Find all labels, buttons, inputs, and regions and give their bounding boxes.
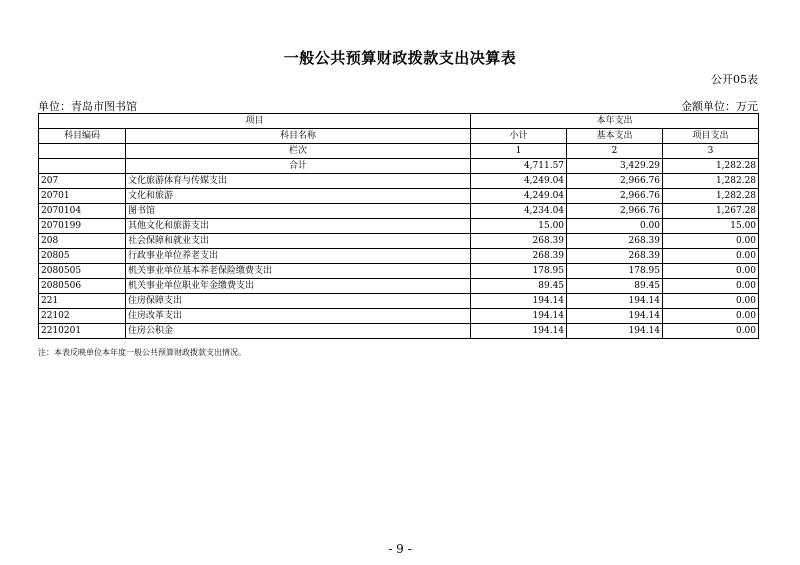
row-subtotal: 178.95 [471, 264, 567, 279]
row-project: 0.00 [663, 234, 759, 249]
row-name: 住房改革支出 [126, 309, 471, 324]
table-row [39, 189, 759, 204]
total-basic: 3,429.29 [567, 159, 663, 174]
report-title: 一般公共预算财政拨款支出决算表 [283, 49, 517, 67]
row-code: 20805 [39, 249, 126, 264]
row-code: 207 [39, 174, 126, 189]
row-code: 2080506 [39, 279, 126, 294]
header-subtotal: 小计 [471, 129, 567, 144]
row-name: 图书馆 [126, 204, 471, 219]
row-project: 1,267.28 [663, 204, 759, 219]
row-basic: 178.95 [567, 264, 663, 279]
row-basic: 0.00 [567, 219, 663, 234]
header-current-year: 本年支出 [471, 114, 759, 129]
header-row-2 [39, 129, 759, 144]
unit-label: 单位：青岛市图书馆 [38, 100, 137, 113]
row-name: 行政事业单位养老支出 [126, 249, 471, 264]
row-basic: 194.14 [567, 309, 663, 324]
row-code: 20701 [39, 189, 126, 204]
row-code: 2070199 [39, 219, 126, 234]
column-index-row [39, 144, 759, 159]
form-code: 公开05表 [711, 73, 758, 86]
total-row [39, 159, 759, 174]
total-label: 合计 [126, 159, 471, 174]
table-row [39, 324, 759, 339]
empty-cell [39, 159, 126, 174]
table-note: 注：本表反映单位本年度一般公共预算财政拨款支出情况。 [38, 348, 246, 357]
table-row [39, 234, 759, 249]
empty-cell [39, 144, 126, 159]
row-basic: 268.39 [567, 249, 663, 264]
row-name: 社会保障和就业支出 [126, 234, 471, 249]
row-code: 2080505 [39, 264, 126, 279]
row-name: 其他文化和旅游支出 [126, 219, 471, 234]
row-name: 住房保障支出 [126, 294, 471, 309]
row-basic: 194.14 [567, 294, 663, 309]
row-project: 1,282.28 [663, 189, 759, 204]
column-index-label: 栏次 [126, 144, 471, 159]
row-code: 2210201 [39, 324, 126, 339]
table-row [39, 204, 759, 219]
row-project: 0.00 [663, 279, 759, 294]
row-project: 0.00 [663, 309, 759, 324]
header-code: 科目编码 [39, 129, 126, 144]
row-basic: 89.45 [567, 279, 663, 294]
header-basic: 基本支出 [567, 129, 663, 144]
page-number: - 9 - [388, 542, 412, 556]
row-code: 22102 [39, 309, 126, 324]
row-basic: 194.14 [567, 324, 663, 339]
row-project: 15.00 [663, 219, 759, 234]
row-project: 1,282.28 [663, 174, 759, 189]
header-project-expenditure: 项目支出 [663, 129, 759, 144]
row-basic: 268.39 [567, 234, 663, 249]
column-index-3: 3 [663, 144, 759, 159]
row-subtotal: 4,234.04 [471, 204, 567, 219]
row-name: 机关事业单位基本养老保险缴费支出 [126, 264, 471, 279]
row-subtotal: 4,249.04 [471, 174, 567, 189]
column-index-1: 1 [471, 144, 567, 159]
row-name: 文化旅游体育与传媒支出 [126, 174, 471, 189]
row-subtotal: 194.14 [471, 324, 567, 339]
row-subtotal: 89.45 [471, 279, 567, 294]
table-row [39, 309, 759, 324]
row-project: 0.00 [663, 249, 759, 264]
amount-unit-label: 金额单位：万元 [681, 100, 758, 113]
row-name: 机关事业单位职业年金缴费支出 [126, 279, 471, 294]
table-row [39, 174, 759, 189]
header-project: 项目 [39, 114, 471, 129]
header-name: 科目名称 [126, 129, 471, 144]
row-subtotal: 4,249.04 [471, 189, 567, 204]
row-subtotal: 194.14 [471, 309, 567, 324]
row-subtotal: 194.14 [471, 294, 567, 309]
row-name: 文化和旅游 [126, 189, 471, 204]
table-row [39, 294, 759, 309]
row-code: 221 [39, 294, 126, 309]
table-row [39, 264, 759, 279]
expenditure-table [38, 113, 759, 339]
table-row [39, 279, 759, 294]
header-row-1 [39, 114, 759, 129]
row-name: 住房公积金 [126, 324, 471, 339]
total-project: 1,282.28 [663, 159, 759, 174]
row-code: 208 [39, 234, 126, 249]
row-basic: 2,966.76 [567, 189, 663, 204]
column-index-2: 2 [567, 144, 663, 159]
row-project: 0.00 [663, 294, 759, 309]
row-subtotal: 15.00 [471, 219, 567, 234]
row-project: 0.00 [663, 264, 759, 279]
row-code: 2070104 [39, 204, 126, 219]
row-basic: 2,966.76 [567, 174, 663, 189]
row-subtotal: 268.39 [471, 249, 567, 264]
total-subtotal: 4,711.57 [471, 159, 567, 174]
row-project: 0.00 [663, 324, 759, 339]
row-basic: 2,966.76 [567, 204, 663, 219]
row-subtotal: 268.39 [471, 234, 567, 249]
table-row [39, 219, 759, 234]
table-row [39, 249, 759, 264]
